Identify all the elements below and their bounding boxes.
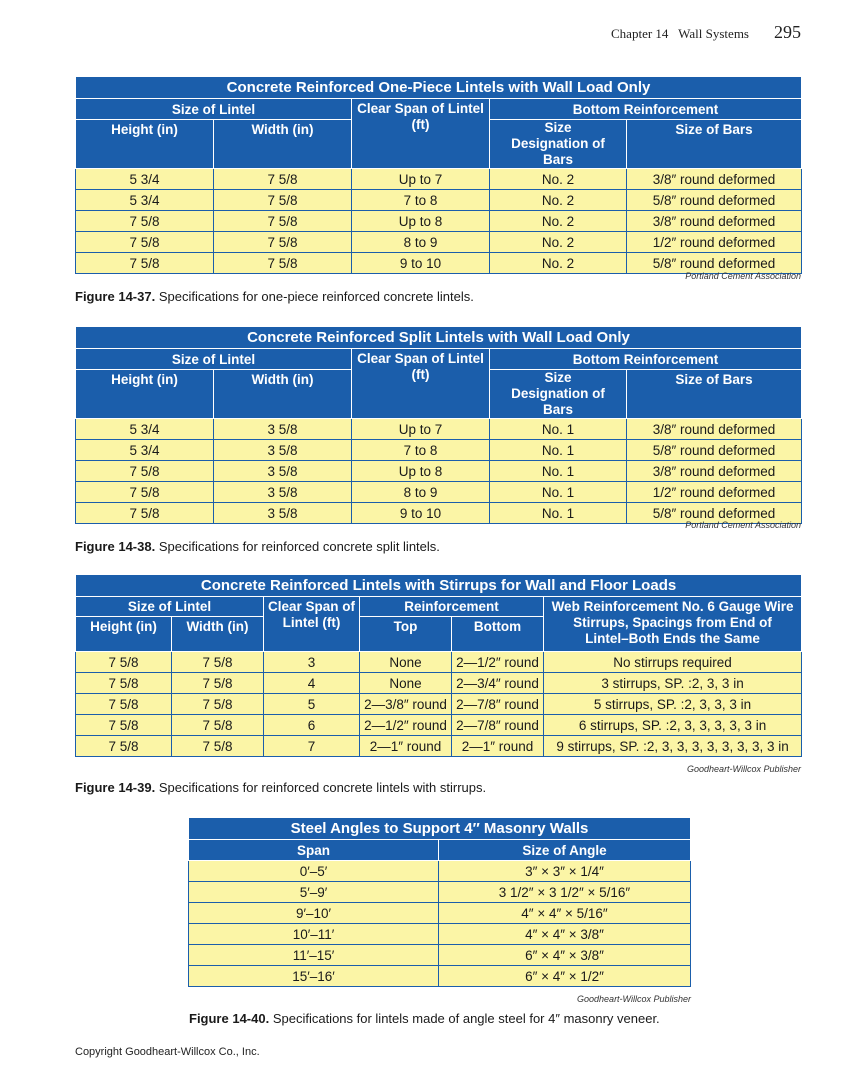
table-cell: 7 5/8 [172, 673, 264, 694]
table-cell: 3 1/2″ × 3 1/2″ × 5/16″ [439, 882, 691, 903]
table-row [189, 945, 691, 966]
table-cell: 3/8″ round deformed [627, 461, 802, 482]
table-cell: 3 5/8 [214, 419, 352, 440]
table-row [76, 694, 802, 715]
table-row [189, 903, 691, 924]
figure-caption-text: Specifications for lintels made of angle steel for 4″ masonry veneer. [269, 1011, 660, 1026]
header-reinforcement: Reinforcement [360, 597, 544, 617]
table-row [76, 652, 802, 673]
table-cell: Up to 8 [352, 211, 490, 232]
header-size-of-bars: Size of Bars [627, 370, 802, 419]
table-row [189, 924, 691, 945]
table-one-piece-lintels [75, 76, 802, 274]
header-size-designation: Size Designation of Bars [490, 120, 627, 169]
figure-label: Figure 14-40. [189, 1011, 270, 1026]
header-top: Top [360, 617, 452, 652]
table-cell: 7 5/8 [76, 715, 172, 736]
header-size-of-angle: Size of Angle [439, 840, 691, 861]
table-cell: No. 1 [490, 440, 627, 461]
figure-caption [189, 1011, 660, 1026]
table-row [76, 482, 802, 503]
table-cell: 8 to 9 [352, 482, 490, 503]
table-cell: 4 [264, 673, 360, 694]
header-span: Span [189, 840, 439, 861]
table-cell: 7 5/8 [172, 652, 264, 673]
table-cell: 7 5/8 [76, 736, 172, 757]
table-cell: 5 [264, 694, 360, 715]
table-cell: No. 2 [490, 232, 627, 253]
table-title: Concrete Reinforced One-Piece Lintels with Wall Load Only [76, 77, 802, 99]
table-cell: 2—7/8″ round [452, 694, 544, 715]
credit-line: Portland Cement Association [685, 520, 801, 530]
table-cell: 7 5/8 [76, 253, 214, 274]
table-cell: 8 to 9 [352, 232, 490, 253]
table-cell: No. 1 [490, 503, 627, 524]
table-cell: 0′–5′ [189, 861, 439, 882]
table-cell: 7 5/8 [76, 232, 214, 253]
table-cell: 7 [264, 736, 360, 757]
table-cell: 7 5/8 [214, 211, 352, 232]
header-width: Width (in) [214, 370, 352, 419]
table-cell: Up to 8 [352, 461, 490, 482]
table-cell: 1/2″ round deformed [627, 232, 802, 253]
table-row [76, 736, 802, 757]
header-clear-span: Clear Span of Lintel (ft) [264, 597, 360, 652]
table-cell: 2—1/2″ round [360, 715, 452, 736]
table-split-lintels [75, 326, 802, 524]
table-cell: 3/8″ round deformed [627, 211, 802, 232]
table-row [76, 440, 802, 461]
header-size-designation: Size Designation of Bars [490, 370, 627, 419]
table-cell: No stirrups required [544, 652, 802, 673]
figure-label: Figure 14-38. [75, 539, 156, 554]
header-size-of-lintel: Size of Lintel [76, 597, 264, 617]
table-cell: 7 5/8 [76, 482, 214, 503]
table-cell: 2—3/4″ round [452, 673, 544, 694]
figure-caption [75, 539, 440, 554]
table-cell: 7 5/8 [76, 673, 172, 694]
table-row [76, 461, 802, 482]
table-cell: 3 5/8 [214, 503, 352, 524]
table-cell: 9 stirrups, SP. :2, 3, 3, 3, 3, 3, 3, 3, 3 in [544, 736, 802, 757]
header-width: Width (in) [214, 120, 352, 169]
table-cell: 7 5/8 [172, 694, 264, 715]
figure-caption [75, 289, 474, 304]
table-cell: 7 5/8 [214, 169, 352, 190]
table-cell: 3″ × 3″ × 1/4″ [439, 861, 691, 882]
table-row [76, 232, 802, 253]
table-cell: No. 2 [490, 253, 627, 274]
table-cell: 5′–9′ [189, 882, 439, 903]
table-cell: Up to 7 [352, 419, 490, 440]
figure-caption-text: Specifications for one-piece reinforced concrete lintels. [155, 289, 474, 304]
table-title: Concrete Reinforced Split Lintels with Wall Load Only [76, 327, 802, 349]
table-cell: No. 2 [490, 169, 627, 190]
table-steel-angles [188, 817, 691, 987]
table-cell: 5 3/4 [76, 190, 214, 211]
header-height: Height (in) [76, 617, 172, 652]
table-cell: None [360, 652, 452, 673]
table-cell: 2—3/8″ round [360, 694, 452, 715]
table-cell: 9 to 10 [352, 503, 490, 524]
table-cell: 3 stirrups, SP. :2, 3, 3 in [544, 673, 802, 694]
figure-label: Figure 14-39. [75, 780, 156, 795]
table-cell: 6 [264, 715, 360, 736]
table-cell: No. 2 [490, 211, 627, 232]
credit-line: Portland Cement Association [685, 271, 801, 281]
table-cell: 6″ × 4″ × 3/8″ [439, 945, 691, 966]
table-cell: 9′–10′ [189, 903, 439, 924]
header-bottom-reinforcement: Bottom Reinforcement [490, 99, 802, 120]
table-cell: 5 3/4 [76, 440, 214, 461]
table-cell: 5/8″ round deformed [627, 253, 802, 274]
table-title: Steel Angles to Support 4″ Masonry Walls [189, 818, 691, 840]
table-row [76, 211, 802, 232]
table-cell: 7 5/8 [76, 461, 214, 482]
table-cell: 7 5/8 [76, 694, 172, 715]
table-cell: 6″ × 4″ × 1/2″ [439, 966, 691, 987]
table-cell: 3/8″ round deformed [627, 169, 802, 190]
table-row [76, 419, 802, 440]
table-cell: 10′–11′ [189, 924, 439, 945]
table-cell: 5/8″ round deformed [627, 440, 802, 461]
table-cell: 7 5/8 [76, 652, 172, 673]
table-cell: 9 to 10 [352, 253, 490, 274]
table-cell: 5 3/4 [76, 419, 214, 440]
credit-line: Goodheart-Willcox Publisher [687, 764, 801, 774]
table-cell: 7 5/8 [214, 253, 352, 274]
table-cell: 5 3/4 [76, 169, 214, 190]
table-row [76, 169, 802, 190]
table-cell: 3 [264, 652, 360, 673]
header-bottom: Bottom [452, 617, 544, 652]
table-row [189, 966, 691, 987]
figure-caption [75, 780, 486, 795]
table-cell: 3/8″ round deformed [627, 419, 802, 440]
table-cell: 7 5/8 [214, 190, 352, 211]
table-row [76, 190, 802, 211]
table-cell: 7 5/8 [172, 736, 264, 757]
credit-line: Goodheart-Willcox Publisher [577, 994, 691, 1004]
header-bottom-reinforcement: Bottom Reinforcement [490, 349, 802, 370]
table-cell: 7 to 8 [352, 190, 490, 211]
table-cell: 5 stirrups, SP. :2, 3, 3, 3 in [544, 694, 802, 715]
table-stirrup-lintels [75, 574, 802, 757]
header-height: Height (in) [76, 370, 214, 419]
header-size-of-bars: Size of Bars [627, 120, 802, 169]
table-cell: 3 5/8 [214, 482, 352, 503]
copyright: Copyright Goodheart-Willcox Co., Inc. [75, 1046, 260, 1058]
table-cell: 2—1/2″ round [452, 652, 544, 673]
header-height: Height (in) [76, 120, 214, 169]
table-cell: 7 to 8 [352, 440, 490, 461]
table-cell: No. 1 [490, 419, 627, 440]
table-title: Concrete Reinforced Lintels with Stirrups for Wall and Floor Loads [76, 575, 802, 597]
table-cell: 4″ × 4″ × 3/8″ [439, 924, 691, 945]
table-cell: 7 5/8 [76, 211, 214, 232]
header-size-of-lintel: Size of Lintel [76, 99, 352, 120]
table-cell: 11′–15′ [189, 945, 439, 966]
table-cell: None [360, 673, 452, 694]
table-cell: 5/8″ round deformed [627, 503, 802, 524]
figure-label: Figure 14-37. [75, 289, 156, 304]
table-cell: 7 5/8 [172, 715, 264, 736]
table-cell: 3 5/8 [214, 440, 352, 461]
table-cell: 2—1″ round [360, 736, 452, 757]
table-row [76, 673, 802, 694]
table-cell: 15′–16′ [189, 966, 439, 987]
table-row [189, 882, 691, 903]
header-size-of-lintel: Size of Lintel [76, 349, 352, 370]
header-width: Width (in) [172, 617, 264, 652]
header-clear-span: Clear Span of Lintel (ft) [352, 99, 490, 169]
figure-caption-text: Specifications for reinforced concrete split lintels. [155, 539, 440, 554]
table-cell: Up to 7 [352, 169, 490, 190]
chapter-label: Chapter 14 Wall Systems [611, 26, 749, 41]
table-cell: 7 5/8 [214, 232, 352, 253]
table-cell: 7 5/8 [76, 503, 214, 524]
table-row [189, 861, 691, 882]
running-head [611, 22, 801, 42]
page-number: 295 [774, 22, 801, 42]
header-clear-span: Clear Span of Lintel (ft) [352, 349, 490, 419]
table-cell: 2—7/8″ round [452, 715, 544, 736]
table-cell: 2—1″ round [452, 736, 544, 757]
figure-caption-text: Specifications for reinforced concrete lintels with stirrups. [155, 780, 487, 795]
table-cell: 5/8″ round deformed [627, 190, 802, 211]
table-cell: No. 1 [490, 482, 627, 503]
table-cell: 6 stirrups, SP. :2, 3, 3, 3, 3, 3 in [544, 715, 802, 736]
table-cell: No. 2 [490, 190, 627, 211]
table-cell: 1/2″ round deformed [627, 482, 802, 503]
table-cell: 4″ × 4″ × 5/16″ [439, 903, 691, 924]
header-web-reinforcement: Web Reinforcement No. 6 Gauge Wire Stirrups, Spacings from End of Lintel–Both Ends the Same [544, 597, 802, 652]
table-row [76, 715, 802, 736]
table-cell: 3 5/8 [214, 461, 352, 482]
table-cell: No. 1 [490, 461, 627, 482]
